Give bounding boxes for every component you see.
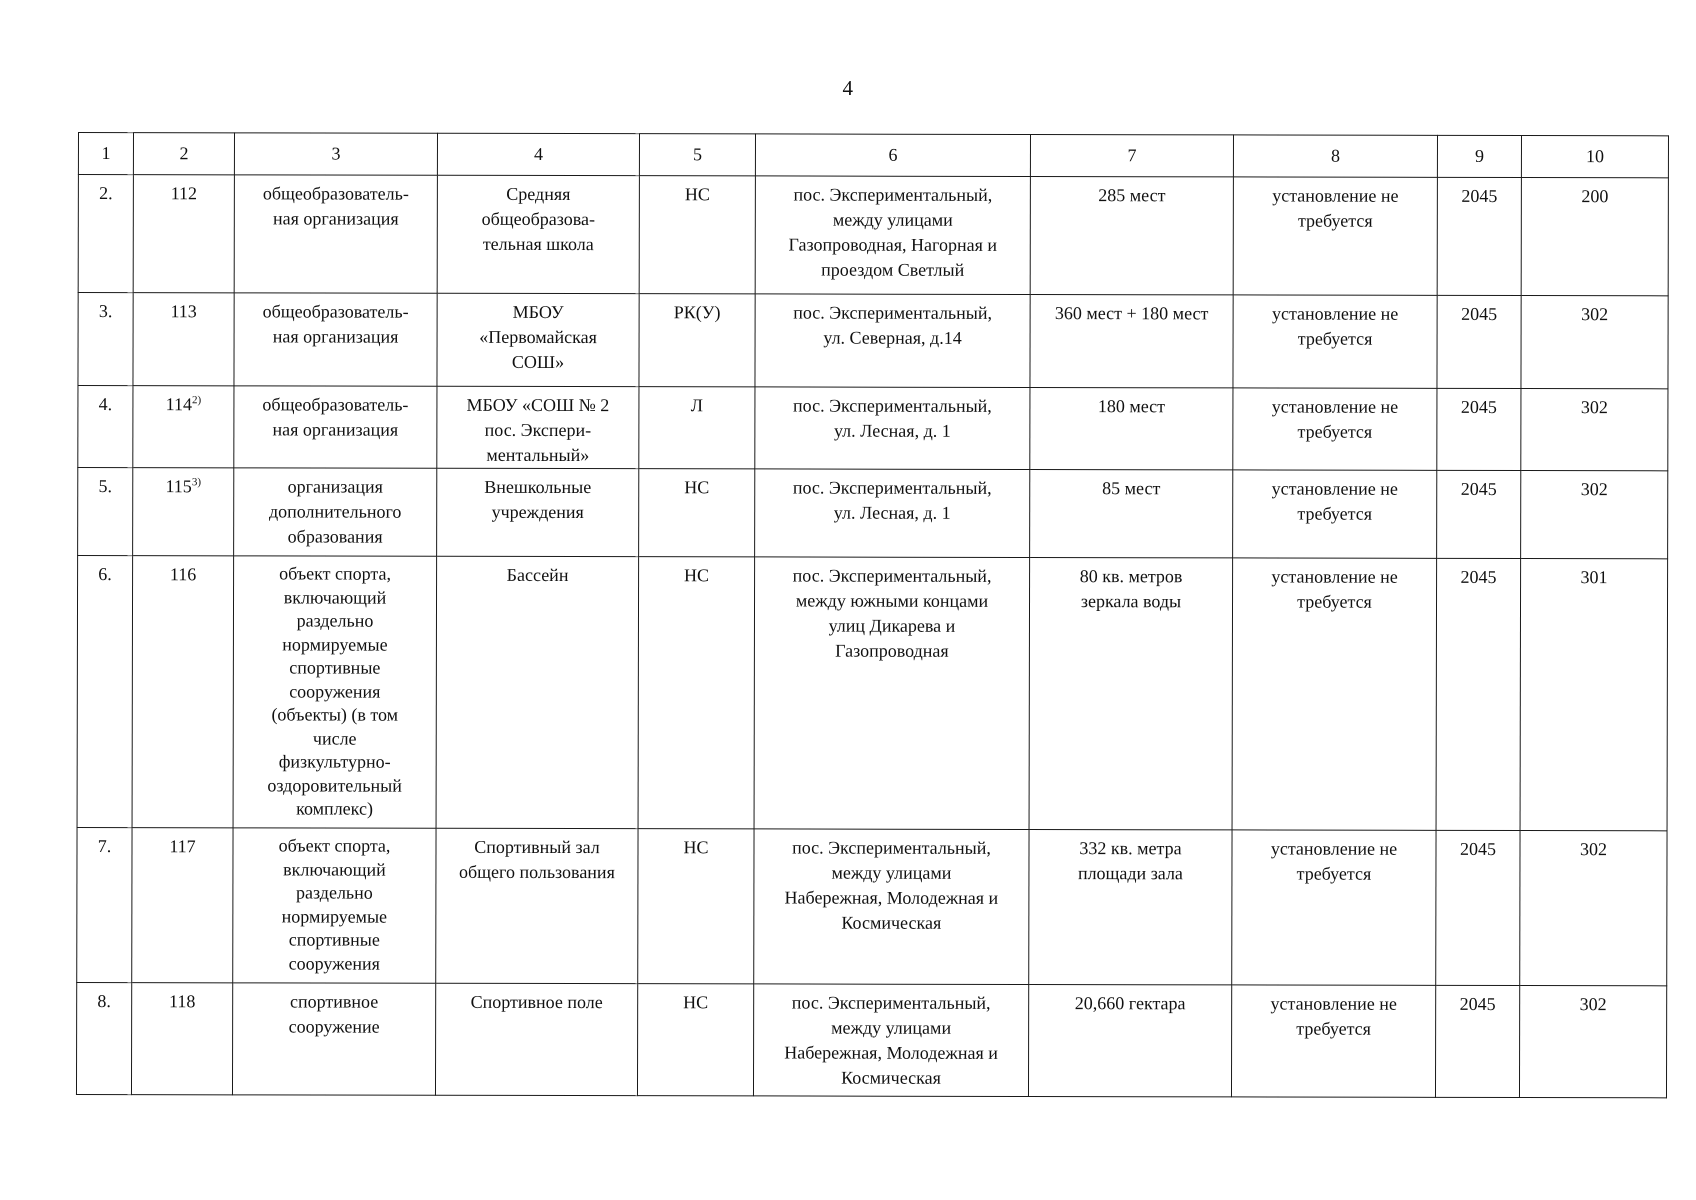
object-code: 118 [168, 991, 196, 1012]
object-code: 117 [169, 836, 196, 857]
name-cell [437, 468, 639, 556]
year-cell [1436, 830, 1520, 985]
name-cell [435, 983, 637, 1095]
object-year: 2045 [1460, 566, 1497, 587]
object-year: 2045 [1459, 993, 1496, 1014]
object-code10: 200 [1581, 186, 1609, 207]
row-number-cell [77, 556, 133, 828]
object-location: пос. Экспериментальный, ул. Лесная, д. 1 [793, 395, 992, 441]
type-cell [233, 828, 436, 983]
object-code10: 302 [1581, 304, 1609, 325]
object-zone: установление не требуется [1272, 185, 1399, 231]
table-row [78, 175, 1668, 296]
row-number: 8. [97, 991, 111, 1012]
table-body [76, 175, 1668, 1098]
capacity-cell [1030, 176, 1233, 294]
object-location: пос. Экспериментальный, между улицами Газопроводная, Нагорная и проездом Светлый [788, 184, 998, 280]
object-status: Л [690, 395, 704, 416]
zone-cell [1233, 470, 1437, 558]
year-cell [1437, 470, 1521, 558]
table-row [76, 982, 1666, 1097]
header-row [78, 133, 1668, 178]
row-number-cell [78, 386, 133, 468]
table-row [78, 386, 1668, 471]
object-code10: 302 [1580, 397, 1608, 418]
object-capacity: 332 кв. метра площади зала [1077, 838, 1183, 884]
object-name: Спортивный зал общего пользования [459, 836, 615, 883]
object-zone: установление не требуется [1271, 396, 1399, 442]
type-cell [234, 386, 437, 468]
row-number-cell [78, 468, 133, 556]
status-cell [638, 829, 754, 984]
object-code: 112 [170, 183, 198, 204]
capacity-cell [1030, 469, 1233, 557]
object-status: НС [684, 477, 710, 498]
object-name: Бассейн [506, 564, 569, 586]
location-cell [755, 176, 1030, 295]
object-year: 2045 [1460, 396, 1497, 417]
code10-cell [1521, 389, 1668, 471]
footnote-mark: 3) [191, 476, 202, 489]
location-cell [754, 557, 1030, 830]
location-cell [754, 829, 1029, 985]
page-number: 4 [842, 76, 854, 100]
object-code: 115 [165, 476, 192, 497]
object-type: общеобразователь- ная организация [262, 301, 409, 347]
code10-cell [1519, 986, 1666, 1098]
status-cell [637, 984, 753, 1096]
object-name: Спортивное поле [470, 991, 603, 1013]
table-header [78, 133, 1668, 178]
code-cell [131, 983, 232, 1095]
object-type: общеобразователь- ная организация [262, 394, 409, 440]
code10-cell [1521, 178, 1668, 296]
object-status: НС [683, 992, 709, 1013]
row-number: 6. [98, 564, 112, 585]
object-type: спортивное сооружение [288, 991, 380, 1037]
object-code10: 302 [1579, 994, 1607, 1015]
year-cell [1437, 295, 1521, 388]
column-header: 9 [1437, 135, 1521, 177]
row-number: 5. [98, 476, 113, 497]
object-zone: установление не требуется [1270, 993, 1397, 1039]
column-header: 3 [234, 133, 437, 175]
zone-cell [1233, 295, 1437, 388]
row-number: 4. [98, 394, 113, 415]
object-code: 116 [169, 564, 197, 585]
code-cell [133, 293, 234, 386]
location-cell [755, 469, 1030, 558]
object-name: Внешкольные учреждения [484, 476, 592, 523]
row-number-cell [76, 982, 131, 1094]
table-row [78, 468, 1668, 559]
name-cell [437, 293, 639, 386]
year-cell [1437, 388, 1521, 470]
zone-cell [1233, 388, 1437, 470]
name-cell [436, 828, 638, 983]
object-name: Средняя общеобразова- тельная школа [481, 183, 596, 255]
column-header: 7 [1030, 134, 1233, 176]
object-location: пос. Экспериментальный, ул. Лесная, д. 1 [792, 477, 992, 523]
type-cell [234, 468, 437, 556]
object-capacity: 285 мест [1098, 185, 1166, 206]
name-cell [437, 175, 639, 293]
object-code10: 302 [1579, 839, 1608, 860]
column-header: 10 [1521, 136, 1668, 178]
type-cell [232, 983, 435, 1095]
year-cell [1436, 558, 1521, 830]
row-number-cell [78, 293, 133, 386]
capacity-cell [1028, 984, 1231, 1096]
status-cell [639, 176, 755, 294]
object-capacity: 360 мест + 180 мест [1054, 303, 1209, 324]
code-cell [132, 556, 234, 828]
code-cell [133, 175, 234, 293]
object-location: пос. Экспериментальный, между улицами Набережная, Молодежная и Космическая [784, 837, 999, 933]
row-number-cell [78, 175, 133, 293]
object-type: общеобразователь- ная организация [262, 183, 409, 229]
column-header: 5 [639, 134, 755, 176]
footnote-mark: 2) [192, 394, 202, 407]
location-cell [755, 387, 1030, 470]
column-header: 2 [133, 133, 234, 175]
status-cell [639, 469, 755, 557]
object-code: 113 [170, 301, 197, 322]
object-location: пос. Экспериментальный, между улицами Набережная, Молодежная и Космическая [784, 992, 998, 1088]
column-header: 6 [755, 134, 1030, 177]
zone-cell [1231, 985, 1435, 1097]
type-cell [234, 293, 437, 386]
row-number: 3. [98, 301, 113, 322]
table-row [77, 827, 1667, 985]
capacity-cell [1030, 387, 1233, 469]
object-type: объект спорта, включающий раздельно нормируемые спортивные сооружения [278, 835, 391, 974]
capacity-cell [1029, 557, 1233, 829]
object-status: НС [683, 837, 709, 858]
status-cell [639, 387, 755, 469]
objects-table [76, 132, 1669, 1098]
code-cell [132, 828, 233, 983]
column-header: 8 [1233, 135, 1437, 177]
object-year: 2045 [1459, 838, 1497, 859]
zone-cell [1232, 558, 1437, 830]
object-code10: 302 [1580, 479, 1608, 500]
object-capacity: 20,660 гектара [1074, 993, 1186, 1014]
object-status: НС [684, 184, 710, 205]
status-cell [638, 557, 755, 829]
object-location: пос. Экспериментальный, ул. Северная, д.14 [793, 302, 993, 348]
name-cell [437, 386, 639, 468]
table-row [78, 293, 1668, 389]
object-name: МБОУ «Первомайская СОШ» [479, 301, 597, 373]
column-header: 4 [437, 133, 639, 175]
year-cell [1437, 177, 1521, 295]
object-code10: 301 [1580, 567, 1608, 588]
capacity-cell [1029, 829, 1232, 984]
object-status: НС [684, 565, 710, 586]
column-header: 1 [78, 133, 133, 175]
code10-cell [1521, 296, 1668, 389]
object-zone: установление не требуется [1270, 838, 1398, 884]
object-zone: установление не требуется [1271, 478, 1398, 524]
object-type: организация дополнительного образования [268, 476, 402, 547]
code10-cell [1520, 831, 1667, 986]
code10-cell [1521, 471, 1668, 559]
object-capacity: 85 мест [1102, 478, 1161, 499]
zone-cell [1233, 177, 1437, 295]
object-capacity: 80 кв. метров зеркала воды [1079, 566, 1183, 612]
location-cell [755, 294, 1030, 388]
row-number-cell [77, 827, 132, 982]
object-capacity: 180 мест [1097, 396, 1166, 417]
object-name: МБОУ «СОШ № 2 пос. Экспери- ментальный» [466, 394, 610, 466]
row-number: 2. [99, 183, 113, 204]
table-row [77, 556, 1668, 831]
object-zone: установление не требуется [1271, 303, 1399, 349]
type-cell [234, 175, 437, 293]
type-cell [233, 556, 437, 828]
location-cell [753, 984, 1028, 1097]
code-cell [133, 386, 234, 468]
object-location: пос. Экспериментальный, между южными концами улиц Дикарева и Газопроводная [792, 565, 992, 661]
capacity-cell [1030, 294, 1233, 387]
object-year: 2045 [1460, 478, 1497, 499]
object-code: 114 [165, 394, 193, 415]
object-status: РК(У) [673, 302, 721, 323]
zone-cell [1232, 830, 1436, 985]
code-cell [133, 468, 234, 556]
year-cell [1435, 985, 1519, 1097]
object-zone: установление не требуется [1271, 566, 1398, 612]
status-cell [639, 294, 755, 387]
name-cell [436, 556, 639, 828]
object-year: 2045 [1461, 303, 1498, 324]
object-type: объект спорта, включающий раздельно нормируемые спортивные сооружения (объекты) (в том числе физкультурно- оздоровительный комплекс) [267, 563, 402, 819]
row-number: 7. [97, 836, 112, 857]
code10-cell [1520, 559, 1668, 831]
object-year: 2045 [1461, 185, 1498, 206]
